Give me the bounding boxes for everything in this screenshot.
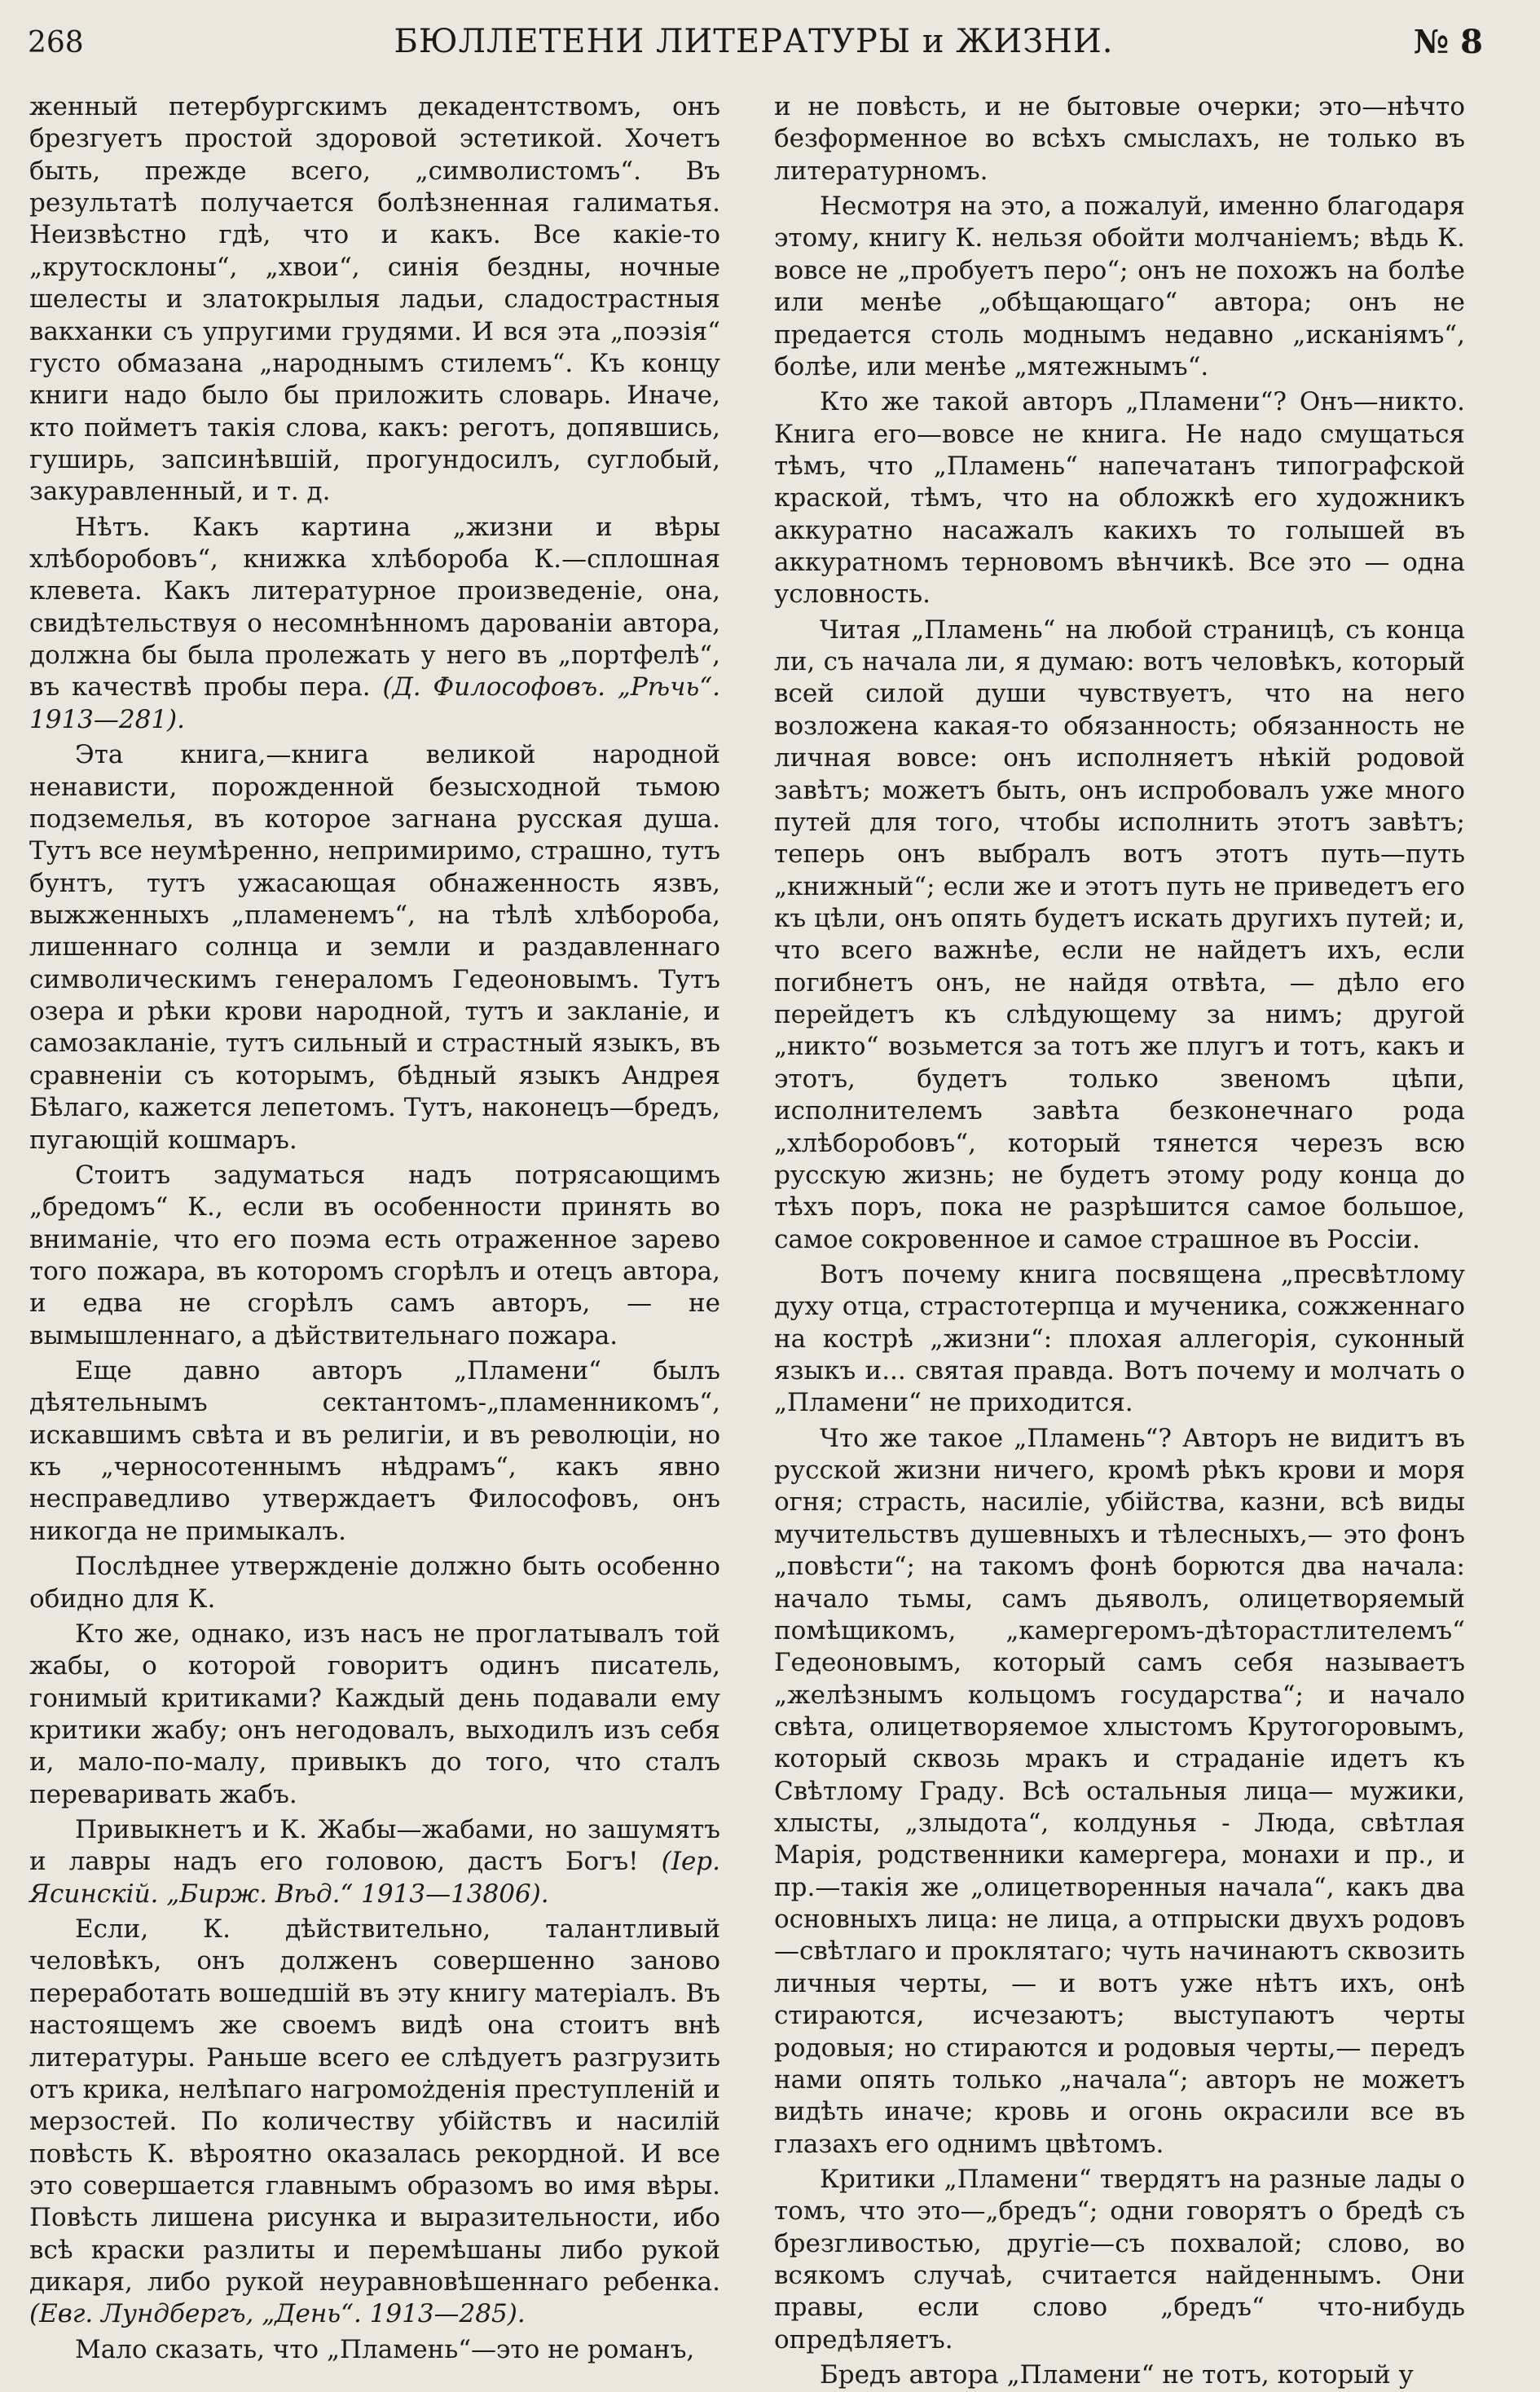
paragraph: Кто же, однако, изъ насъ не проглатывалъ той жабы, о которой говоритъ одинъ писатель, гонимый критиками? Каждый день подавали ему критики жабу; онъ негодовалъ, выходилъ изъ себя и, мало-по-малу, привыкъ до того, что сталъ переваривать жабъ. (29, 1619, 720, 1809)
paragraph: Вотъ почему книга посвящена „пресвѣтлому духу отца, страстотерпца и мученика, сожженнаго на кострѣ „жизни“: плохая аллегорія, суконный языкъ и... святая правда. Вотъ почему и молчать о „Пламени“ не приходится. (774, 1259, 1465, 1418)
citation: (Д. Философовъ. „Рѣчь“. 1913—281). (29, 672, 720, 734)
paragraph: Мало сказать, что „Пламень“—это не романъ, (75, 2334, 695, 2364)
paragraph: Кто же такой авторъ „Пламени“? Онъ—никто. Книга его—вовсе не книга. Не надо смущаться тѣмъ, что „Пламень“ напечатанъ типографской краской, тѣмъ, что на обложкѣ его художникъ аккуратно насажалъ какихъ то голышей въ аккуратномъ терновомъ вѣнчикѣ. Все это — одна условность. (774, 387, 1465, 610)
paragraph: Эта книга,—книга великой народной ненависти, порожденной безысходной тьмою подземелья, въ которое загнана русская душа. Тутъ все неумѣренно, непримиримо, страшно, тутъ бунтъ, тутъ ужасающая обнаженность язвъ, выжженныхъ „пламенемъ“, на тѣлѣ хлѣбороба, лишеннаго солнца и земли и раздавленнаго символическимъ генераломъ Гедеоновымъ. Тутъ озера и рѣки крови народной, тутъ и закланіе, и самозакланіе, тутъ сильный и страстный языкъ, въ сравненіи съ которымъ, бѣдный языкъ Андрея Бѣлаго, кажется лепетомъ. Тутъ, наконецъ—бредъ, пугающій кошмаръ. (29, 740, 720, 1155)
issue-number: № 8 (1413, 23, 1483, 61)
running-title: БЮЛЛЕТЕНИ ЛИТЕРАТУРЫ и ЖИЗНИ. (394, 23, 1114, 60)
page-header (24, 11, 1483, 68)
paragraph: Стоитъ задуматься надъ потрясающимъ „бредомъ“ К., если въ особенности принять во вниманіе, что его поэма есть отраженное зарево того пожара, въ которомъ сгорѣлъ и отецъ автора, и едва не сгорѣлъ самъ авторъ, — не вымышленнаго, а дѣйствительнаго пожара. (29, 1160, 720, 1350)
paragraph: Что же такое „Пламень“? Авторъ не видитъ въ русской жизни ничего, кромѣ рѣкъ крови и моря огня; страсть, насиліе, убійства, казни, всѣ виды мучительствъ душевныхъ и тѣлесныхъ,— это фонъ „повѣсти“; на такомъ фонѣ борются два начала: начало тьмы, самъ дьяволъ, олицетворяемый помѣщикомъ, „камергеромъ-дѣторастлителемъ“ Гедеоновымъ, который самъ себя называетъ „желѣзнымъ кольцомъ государства“; и начало свѣта, олицетворяемое хлыстомъ Крутогоровымъ, который сквозь мракъ и страданіе идетъ къ Свѣтлому Граду. Всѣ остальныя лица— мужики, хлысты, „злыдота“, колдунья - Люда, свѣтлая Марія, родственники камергера, монахи и пр., и пр.—такія же „олицетворенныя начала“, какъ два основныхъ лица: не лица, а отпрыски двухъ родовъ—свѣтлаго и проклятаго; чуть начинаютъ сквозить личныя черты, — и вотъ уже нѣтъ ихъ, онѣ стираются, исчезаютъ; выступаютъ черты родовыя; но стираются и родовыя черты,— передъ нами опять только „начала“; авторъ не можетъ видѣть иначе; кровь и огонь окрасили все въ глазахъ его однимъ цвѣтомъ. (774, 1423, 1465, 2159)
paragraph: Бредъ автора „Пламени“ не тотъ, который у (820, 2360, 1414, 2390)
paragraph: Если, К. дѣйствительно, талантливый человѣкъ, онъ долженъ совершенно заново переработать вошедшій въ эту книгу матеріалъ. Въ настоящемъ же своемъ видѣ она стоитъ внѣ литературы. Раньше всего ее слѣдуетъ разгрузить отъ крика, нелѣпаго нагромożденія преступленій и мерзостей. По количеству убійствъ и насилій повѣсть К. вѣроятно оказалась рекордной. И все это совершается главнымъ образомъ во имя вѣры. Повѣсть лишена рисунка и выразительности, ибо всѣ краски разлиты и перемѣшаны либо рукой дикаря, либо рукой неуравновѣшеннаго ребенка. (Евг. Лундбергъ, „День“. 1913—285). (29, 1914, 720, 2329)
paragraph: Читая „Пламень“ на любой страницѣ, съ конца ли, съ начала ли, я думаю: вотъ человѣкъ, который всей силой души чувствуетъ, что на него возложена какая-то обязанность; обязанность не личная вовсе: онъ исполняетъ нѣкій родовой завѣтъ; можетъ быть, онъ испробовалъ уже много путей для того, чтобы исполнить этотъ завѣтъ; теперь онъ выбралъ вотъ этотъ путь—путь „книжный“; если же и этотъ путь не приведетъ его къ цѣли, онъ опять будетъ искать другихъ путей; и, что всего важнѣе, если не найдетъ ихъ, если погибнетъ онъ, не найдя отвѣта, — дѣло его перейдетъ къ слѣдующему за нимъ; другой „никто“ возьмется за тотъ же плугъ и тотъ, какъ и этотъ, будетъ только звеномъ цѣпи, исполнителемъ завѣта безконечнаго рода „хлѣборобовъ“, который тянется черезъ всю русскую жизнь; не будетъ этому роду конца до тѣхъ поръ, пока не разрѣшится самое большое, самое сокровенное и самое страшное въ Россіи. (774, 615, 1465, 1254)
left-column (29, 91, 720, 2366)
page-number: 268 (28, 26, 84, 59)
paragraph: Привыкнетъ и К. Жабы—жабами, но зашумятъ и лавры надъ его головою, дастъ Богъ! (Іер. Ясинскій. „Бирж. Вѣд.“ 1913—13806). (29, 1815, 721, 1909)
paragraph: Еще давно авторъ „Пламени“ былъ дѣятельнымъ сектантомъ-„пламенникомъ“, искавшимъ свѣта и въ религіи, и въ революціи, но къ „черносотеннымъ нѣдрамъ“, какъ явно несправедливо утверждаетъ Философовъ, онъ никогда не примыкалъ. (29, 1356, 720, 1546)
citation: (Іер. Ясинскій. „Бирж. Вѣд.“ 1913—13806). (29, 1847, 721, 1909)
paragraph: женный петербургскимъ декадентствомъ, онъ брезгуетъ простой здоровой эстетикой. Хочетъ быть, прежде всего, „символистомъ“. Въ результатѣ получается болѣзненная галиматья. Неизвѣстно гдѣ, что и какъ. Все какіе-то „крутосклоны“, „хвои“, синія бездны, ночные шелесты и златокрылыя ладьи, сладострастныя вакханки съ упругими грудями. И вся эта „поэзія“ густо обмазана „народнымъ стилемъ“. Къ концу книги надо было бы приложить словарь. Иначе, кто пойметъ такія слова, какъ: реготъ, допявшись, гуширь, запсинѣвшій, прогундосилъ, суглобый, закуравленный, и т. д. (29, 92, 720, 507)
paragraph: Критики „Пламени“ твердятъ на разные лады о томъ, что это—„бредъ“; одни говорятъ о бредѣ съ брезгливостью, другіе—съ похвалой; слово, во всякомъ случаѣ, считается найденнымъ. Они правы, если слово „бредъ“ что-нибудь опредѣляетъ. (774, 2165, 1465, 2355)
citation: (Евг. Лундбергъ, „День“. 1913—285). (29, 2299, 526, 2329)
paragraph: Несмотря на это, а пожалуй, именно благодаря этому, книгу К. нельзя обойти молчаніемъ; вѣдь К. вовсе не „пробуетъ перо“; онъ не похожъ на болѣе или менѣе „обѣщающаго“ автора; онъ не предается столь моднымъ недавно „исканіямъ“, болѣе, или менѣе „мятежнымъ“. (774, 192, 1465, 381)
paragraph: и не повѣсть, и не бытовые очерки; это—нѣчто безформенное во всѣхъ смыслахъ, не только въ литературномъ. (774, 92, 1465, 186)
right-column (774, 91, 1465, 2392)
paragraph: Нѣтъ. Какъ картина „жизни и вѣры хлѣборобовъ“, книжка хлѣбороба К.—сплошная клевета. Какъ литературное произведеніе, она, свидѣтельствуя о несомнѣнномъ дарованіи автора, должна бы была пролежать у него въ „портфелѣ“, въ качествѣ пробы пера. (Д. Философовъ. „Рѣчь“. 1913—281). (29, 512, 720, 734)
paragraph: Послѣднее утвержденіе должно быть особенно обидно для К. (29, 1552, 720, 1614)
